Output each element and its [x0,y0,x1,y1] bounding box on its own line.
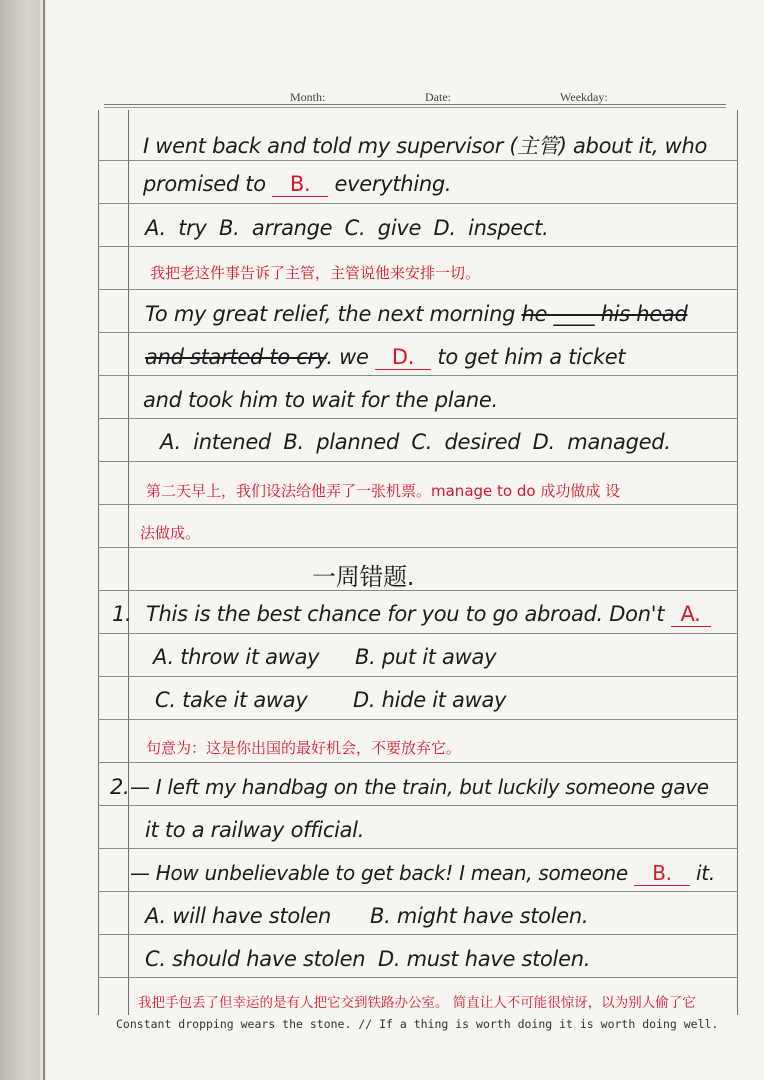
header-rule [104,107,726,108]
question-line: I went back and told my supervisor (主管) about it, who [143,134,708,158]
ruled-line [98,848,738,849]
ruled-line [98,590,738,591]
question-line: and started to cry. we D. to get him a ticket [145,345,626,369]
question-line: it to a railway official. [145,818,365,842]
options-line: A. intened B. planned C. desired D. managed. [160,430,671,454]
option-c: C. should have stolen [145,947,366,971]
answer-fill: A. [671,602,711,627]
ruled-line [98,891,738,892]
footer-quote: Constant dropping wears the stone. // If a thing is worth doing it is worth doing well. [116,1017,719,1031]
translation-note: 我把老这件事告诉了主管，主管说他来安排一切。 [150,264,481,282]
header-weekday: Weekday: [560,90,608,104]
ruled-line [98,676,738,677]
notebook-spine [43,0,45,1080]
answer-fill: B. [272,172,328,197]
option-d: D. hide it away [353,688,507,712]
question-line: promised to B. everything. [143,172,452,196]
ruled-line [98,418,738,419]
ruled-line [98,375,738,376]
ruled-line [98,633,738,634]
struck-text: he ____ his head [521,302,688,326]
question-line: To my great relief, the next morning he ____ his head [145,302,688,326]
option-b: B. might have stolen. [370,904,589,928]
ruled-line [98,805,738,806]
translation-note: 我把手包丢了但幸运的是有人把它交到铁路办公室。 简直让人不可能很惊讶，以为别人偷了它 [138,995,696,1011]
ruled-line [98,160,738,161]
question-line: — How unbelievable to get back! I mean, someone B. it. [130,861,715,885]
header-date: Date: [425,90,451,104]
section-title: 一周错题. [312,563,415,591]
scan-margin [0,0,40,1080]
option-b: B. put it away [355,645,497,669]
ruled-line [98,246,738,247]
question-line: This is the best chance for you to go abroad. Don't A. [146,602,711,627]
translation-note: 句意为：这是你出国的最好机会，不要放弃它。 [146,739,462,757]
ruled-line [98,762,738,763]
ruled-line [98,332,738,333]
ruled-line [98,977,738,978]
question-line: and took him to wait for the plane. [143,388,498,412]
ruled-line [98,504,738,505]
option-a: A. throw it away [153,645,320,669]
header-rule [104,104,726,105]
option-d: D. must have stolen. [378,947,591,971]
ruled-line [98,203,738,204]
question-number: 2. [110,775,130,799]
ruled-line [98,461,738,462]
translation-note: 第二天早上，我们设法给他弄了一张机票。manage to do 成功做成 设 [146,482,621,500]
answer-fill: B. [634,861,690,886]
ruled-line [98,289,738,290]
question-line: — I left my handbag on the train, but luckily someone gave [130,775,709,799]
question-number: 1. [112,602,132,626]
ruled-line [98,719,738,720]
option-a: A. will have stolen [145,904,332,928]
ruled-line [98,547,738,548]
translation-note: 法做成。 [140,524,201,542]
answer-fill: D. [375,345,431,370]
options-line: A. try B. arrange C. give D. inspect. [145,216,549,240]
header-month: Month: [290,90,326,104]
ruled-line [98,934,738,935]
option-c: C. take it away [155,688,308,712]
struck-text: and started to cry [145,345,327,369]
